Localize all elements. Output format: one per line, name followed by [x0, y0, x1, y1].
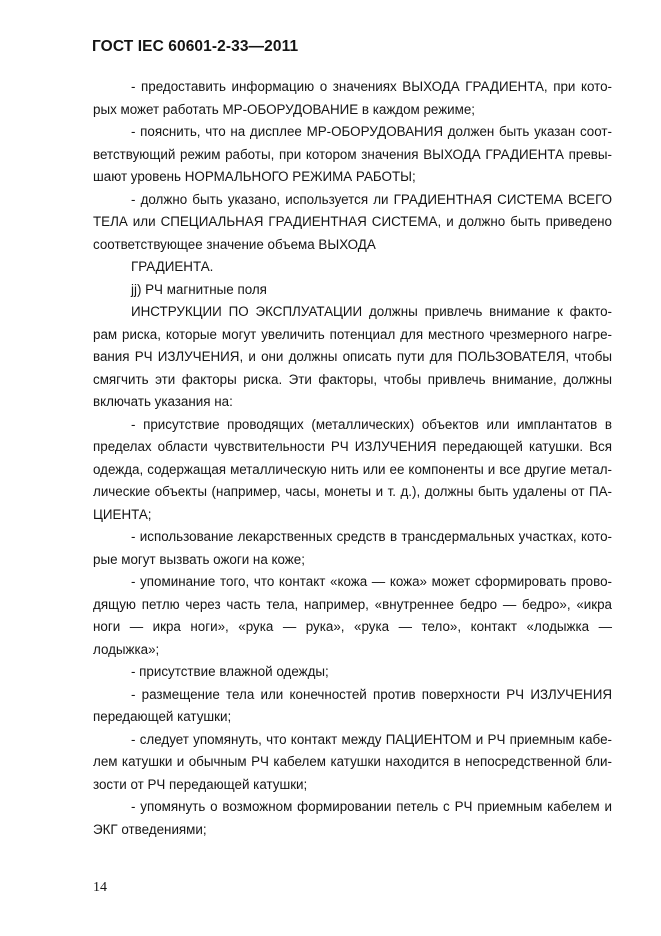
text-line: - упомянуть о возможном формировании петель с РЧ приемным кабелем и — [131, 799, 612, 814]
paragraph-instructions-risk-factors — [93, 301, 612, 414]
text-line: шают уровень НОРМАЛЬНОГО РЕЖИМА РАБОТЫ; — [93, 169, 416, 184]
paragraph-gradient-continuation — [93, 256, 612, 279]
paragraph-display-mode — [93, 121, 612, 189]
paragraph-wet-clothing — [93, 661, 612, 684]
paragraph-gradient-output-values — [93, 76, 612, 121]
text-line: одежда, содержащая металлическую нить или ее компоненты и все другие метал- — [93, 461, 612, 477]
paragraph-conductive-objects — [93, 414, 612, 527]
text-line: дящую петлю через часть тела, например, «внутреннее бедро — бедро», «икра — [93, 596, 612, 612]
text-line: ЦИЕНТА; — [93, 506, 152, 522]
text-line: ЭКГ отведениями; — [93, 821, 207, 837]
document-header-title: ГОСТ IEC 60601-2-33—2011 — [92, 38, 299, 55]
text-line: ГРАДИЕНТА. — [131, 259, 214, 274]
text-line: соответствующее значение объема ВЫХОДА — [93, 236, 376, 252]
text-line: включать указания на: — [93, 394, 233, 409]
text-line: зости от РЧ передающей катушки; — [93, 776, 308, 792]
text-line: передающей катушки; — [93, 709, 232, 724]
text-line: - предоставить информацию о значениях ВЫХОДА ГРАДИЕНТА, при кото- — [131, 79, 612, 94]
document-body — [93, 76, 612, 841]
text-line: jj) РЧ магнитные поля — [131, 281, 267, 297]
text-line: - использование лекарственных средств в трансдермальных участках, кото- — [131, 529, 612, 544]
text-line: - упоминание того, что контакт «кожа — кожа» может сформировать прово- — [131, 574, 612, 589]
text-line: рам риска, которые могут увеличить потенциал для местного чрезмерного нагре- — [93, 326, 612, 342]
text-line: - пояснить, что на дисплее МР-ОБОРУДОВАНИЯ должен быть указан соот- — [131, 124, 612, 139]
paragraph-patient-cable-contact — [93, 729, 612, 797]
paragraph-ecg-lead-loops — [93, 796, 612, 841]
text-line: ноги — икра ноги», «рука — рука», «рука — тело», контакт «лодыжка — лодыжка»; — [93, 619, 612, 657]
text-line: ТЕЛА или СПЕЦИАЛЬНАЯ ГРАДИЕНТНАЯ СИСТЕМА, и должно быть приведено — [93, 214, 612, 229]
text-line: ветствующий режим работы, при котором значения ВЫХОДА ГРАДИЕНТА превы- — [93, 146, 612, 162]
text-line: - присутствие проводящих (металлических) объектов или имплантатов в — [131, 416, 612, 432]
text-line: рые могут вызвать ожоги на коже; — [93, 551, 305, 567]
text-line: - размещение тела или конечностей против поверхности РЧ ИЗЛУЧЕНИЯ — [131, 686, 612, 702]
text-line: рых может работать МР-ОБОРУДОВАНИЕ в каждом режиме; — [93, 101, 476, 117]
text-line: ИНСТРУКЦИИ ПО ЭКСПЛУАТАЦИИ должны привлечь внимание к факто- — [131, 304, 612, 319]
text-line: пределах области чувствительности РЧ ИЗЛУЧЕНИЯ передающей катушки. Вся — [93, 439, 612, 454]
text-line: лические объекты (например, часы, монеты и т. д.), должны быть удалены от ПА- — [93, 484, 612, 499]
text-line: лем катушки и обычным РЧ кабелем катушки находится в непосредственной бли- — [93, 754, 612, 769]
paragraph-transdermal-medication — [93, 526, 612, 571]
paragraph-gradient-system-type — [93, 189, 612, 257]
page-number: 14 — [93, 880, 107, 895]
text-line: смягчить эти факторы риска. Эти факторы, чтобы привлечь внимание, должны — [93, 371, 612, 387]
text-line: - должно быть указано, используется ли ГРАДИЕНТНАЯ СИСТЕМА ВСЕГО — [131, 191, 612, 207]
text-line: - присутствие влажной одежды; — [131, 664, 329, 679]
paragraph-skin-contact-loops — [93, 571, 612, 661]
text-line: - следует упомянуть, что контакт между ПАЦИЕНТОМ и РЧ приемным кабе- — [131, 731, 612, 747]
paragraph-body-placement — [93, 684, 612, 729]
section-heading-rf-fields — [93, 279, 612, 302]
text-line: вания РЧ ИЗЛУЧЕНИЯ, и они должны описать пути для ПОЛЬЗОВАТЕЛЯ, чтобы — [93, 349, 612, 364]
